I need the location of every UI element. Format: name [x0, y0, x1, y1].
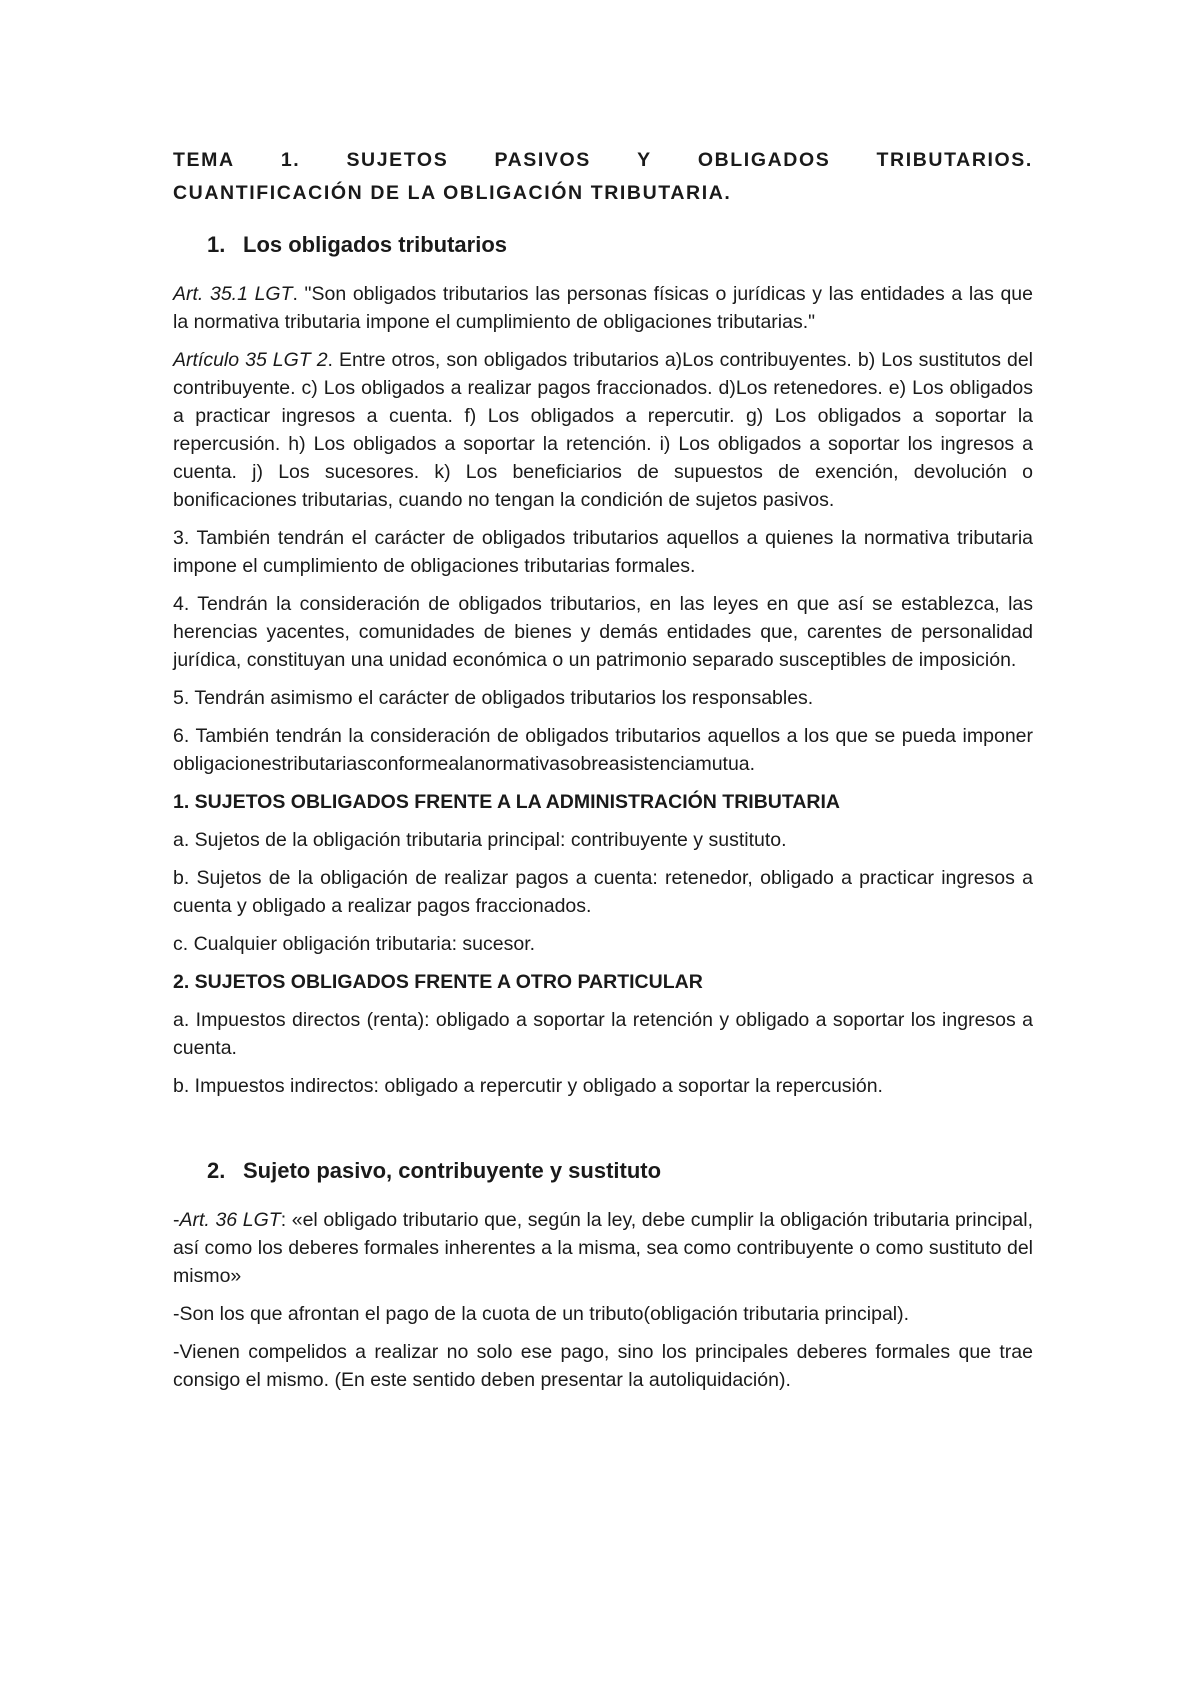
list-item: c. Cualquier obligación tributaria: sucesor. [173, 933, 536, 955]
section-heading-text: Sujeto pasivo, contribuyente y sustituto [243, 1158, 662, 1183]
title-word: PASIVOS [494, 149, 591, 171]
bullet-paragraph: -Son los que afrontan el pago de la cuota de un tributo(obligación tributaria principal). [173, 1303, 910, 1325]
paragraph-4: 4. Tendrán la consideración de obligados tributarios, en las leyes en que así se establezca, las herencias yacentes, comunidades de bienes y demás entidades que, carentes de personalidad jurídica, constituyan una unidad económica o un patrimonio separado susceptibles de imposición. [173, 593, 1033, 671]
art-36-paragraph [173, 1206, 1033, 1290]
law-reference: Art. 35.1 LGT [173, 283, 293, 305]
title-word: OBLIGADOS [697, 149, 831, 171]
paragraph-text: . "Son obligados tributarios las personas físicas o jurídicas y las entidades a las que la normativa tributaria impone el cumplimiento de obligaciones tributarias." [173, 283, 1033, 333]
list-item: a. Sujetos de la obligación tributaria principal: contribuyente y sustituto. [173, 829, 787, 851]
document-title [173, 144, 1033, 210]
law-reference: Artículo 35 LGT 2 [173, 349, 328, 371]
paragraph-text: . Entre otros, son obligados tributarios a)Los contribuyentes. b) Los sustitutos del contribuyente. c) Los obligados a realizar pagos fraccionados. d)Los retenedores. e) Los obligados a practicar ingresos a cuenta. f) Los obligados a repercutir. g) Los obligados a soportar la repercusión. h) Los obligados a soportar la retención. i) Los obligados a soportar los ingresos a cuenta. j) Los sucesores. k) Los beneficiarios de supuestos de exención, devolución o bonificaciones tributarias, cuando no tengan la condición de sujetos pasivos. [173, 349, 1033, 511]
paragraph-6: 6. También tendrán la consideración de obligados tributarios aquellos a los que se pueda imponer obligacionestributariasconformealanormativasobreasistenciamutua. [173, 725, 1033, 775]
bullet-paragraph: -Vienen compelidos a realizar no solo ese pago, sino los principales deberes formales que trae consigo el mismo. (En este sentido deben presentar la autoliquidación). [173, 1341, 1033, 1391]
title-word: TRIBUTARIOS. [876, 149, 1033, 171]
list-item: a. Impuestos directos (renta): obligado a soportar la retención y obligado a soportar los ingresos a cuenta. [173, 1009, 1033, 1059]
title-word: SUJETOS [346, 149, 449, 171]
paragraph-5: 5. Tendrán asimismo el carácter de obligados tributarios los responsables. [173, 687, 814, 709]
spacer [173, 1110, 1033, 1156]
subsection-2-heading: 2. SUJETOS OBLIGADOS FRENTE A OTRO PARTICULAR [173, 971, 703, 993]
title-word: TEMA [173, 149, 235, 171]
title-line-1 [173, 144, 1033, 177]
document-body [173, 144, 1033, 1404]
art-35-1-paragraph [173, 280, 1033, 336]
subsection-1-heading: 1. SUJETOS OBLIGADOS FRENTE A LA ADMINISTRACIÓN TRIBUTARIA [173, 791, 840, 813]
law-reference: Art. 36 LGT [179, 1209, 281, 1231]
section-2-heading [173, 1156, 1033, 1186]
list-item: b. Impuestos indirectos: obligado a repercutir y obligado a soportar la repercusión. [173, 1075, 883, 1097]
section-number: 2. [207, 1158, 226, 1183]
title-line-2: CUANTIFICACIÓN DE LA OBLIGACIÓN TRIBUTARIA. [173, 182, 732, 204]
title-word: Y [637, 149, 652, 171]
section-number: 1. [207, 232, 226, 257]
bullet-dash: - [173, 1209, 180, 1231]
paragraph-3: 3. También tendrán el carácter de obligados tributarios aquellos a quienes la normativa tributaria impone el cumplimiento de obligaciones tributarias formales. [173, 527, 1033, 577]
section-1-heading [173, 230, 1033, 260]
paragraph-text: : «el obligado tributario que, según la ley, debe cumplir la obligación tributaria principal, así como los deberes formales inherentes a la misma, sea como contribuyente o como sustituto del mismo» [173, 1209, 1033, 1287]
art-35-2-paragraph [173, 346, 1033, 514]
list-item: b. Sujetos de la obligación de realizar pagos a cuenta: retenedor, obligado a practicar ingresos a cuenta y obligado a realizar pagos fraccionados. [173, 867, 1033, 917]
title-word: 1. [280, 149, 301, 171]
section-heading-text: Los obligados tributarios [243, 232, 508, 257]
